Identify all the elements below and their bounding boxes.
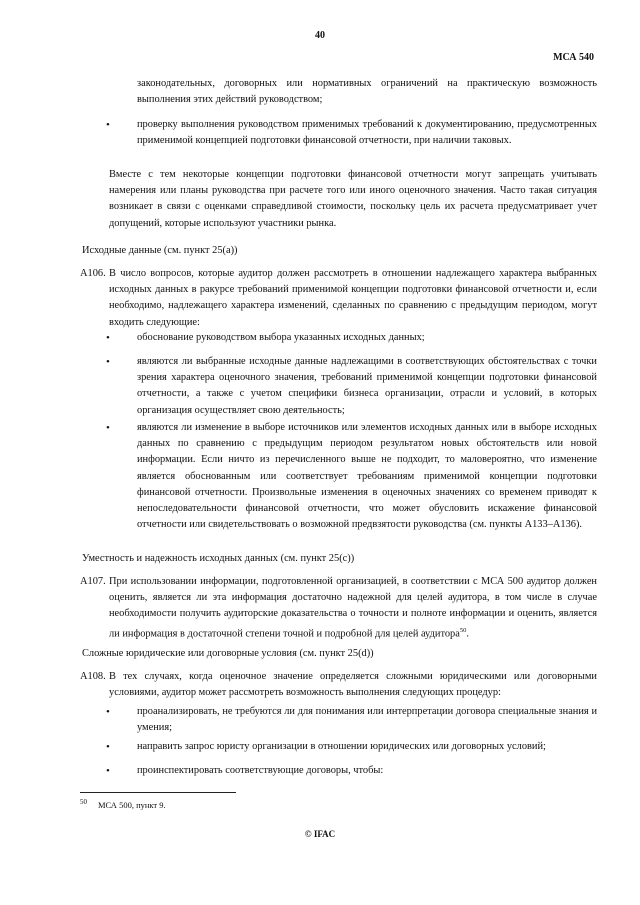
list-item: являются ли изменение в выборе источников или элементов исходных данных или в выборе исходных данных по сравнению с предыдущим периодом результатом новых обстоятельств или новой информации. Если ничто из перечисленного выше не подходит, то маловероятно, что изменение является обоснованным или соответствует требованиям применимой концепции подготовки финансовой отчетности. Произвольные изменения в оценочных значениях со временем приводят к непоследовательности финансовой отчетности, что может обусловить искажение финансовой отчетности или свидетельствовать о возможной предвзятости руководства (см. пункты A133–A136). bbox=[137, 422, 597, 531]
bullet-marker: • bbox=[106, 765, 110, 777]
paragraph-number-a107: A107. bbox=[80, 576, 106, 587]
list-item: проанализировать, не требуются ли для понимания или интерпретации договора специальные знания и умения; bbox=[137, 706, 597, 734]
paragraph-a107: При использовании информации, подготовленной организацией, в соответствии с МСА 500 аудитор должен оценить, является ли эта информация достаточно надежной для целей аудитора, в том числе в случае необходимости получить аудиторские доказательства о точности и полноте информации и оценить, является ли информация в достаточной степени точной и подробной для целей аудитора$^{50}$. bbox=[109, 576, 597, 640]
bullet-marker: • bbox=[106, 706, 110, 718]
bullet-marker: • bbox=[106, 332, 110, 344]
heading-source-data: Исходные данные (см. пункт 25(a)) bbox=[82, 245, 238, 256]
document-code: МСА 540 bbox=[553, 52, 594, 63]
paragraph-number-a108: A108. bbox=[80, 671, 106, 682]
footnote-text: МСА 500, пункт 9. bbox=[98, 800, 166, 810]
list-item: обоснование руководством выбора указанных исходных данных; bbox=[137, 332, 425, 343]
bullet-marker: • bbox=[106, 741, 110, 753]
list-item: являются ли выбранные исходные данные надлежащими в соответствующих обстоятельствах с точки зрения характера оценочного значения, требований применимой концепции подготовки финансовой отчетности, а также с учетом специфики бизнеса организации, отрасли и условий, в которых организация осуществляет свою деятельность; bbox=[137, 356, 597, 416]
page-number: 40 bbox=[315, 30, 325, 41]
heading-relevance-reliability: Уместность и надежность исходных данных (см. пункт 25(c)) bbox=[82, 553, 355, 564]
list-item: проинспектировать соответствующие договоры, чтобы: bbox=[137, 765, 384, 776]
bullet-marker: • bbox=[106, 356, 110, 368]
bullet-marker: • bbox=[106, 422, 110, 434]
paragraph-concepts-prohibit: Вместе с тем некоторые концепции подготовки финансовой отчетности могут запрещать учитывать намерения или планы руководства при расчете того или иного оценочного значения. Часто такая ситуация возникает в связи с оценками справедливой стоимости, поскольку цель их расчета предусматривает учет допущений, которые используют участники рынка. bbox=[109, 169, 597, 229]
paragraph-a106: В число вопросов, которые аудитор должен рассмотреть в отношении надлежащего характера выбранных исходных данных в ракурсе требований применимой концепции подготовки финансовой отчетности и, если необходимо, надлежащего характера изменений, сделанных по сравнению с предыдущим периодом, могут входить следующие: bbox=[109, 268, 597, 328]
continuation-paragraph: законодательных, договорных или нормативных ограничений на практическую возможность выполнения этих действий руководством; bbox=[137, 78, 597, 106]
list-item: направить запрос юристу организации в отношении юридических или договорных условий; bbox=[137, 741, 546, 752]
paragraph-number-a106: A106. bbox=[80, 268, 106, 279]
heading-legal-contract: Сложные юридические или договорные условия (см. пункт 25(d)) bbox=[82, 648, 374, 659]
footnote-divider bbox=[80, 792, 236, 793]
paragraph-a108: В тех случаях, когда оценочное значение определяется сложными юридическими или договорными условиями, аудитор может рассмотреть возможность выполнения следующих процедур: bbox=[109, 671, 597, 699]
bullet-marker: • bbox=[106, 119, 110, 131]
bullet-documentation-check: проверку выполнения руководством применимых требований к документированию, предусмотренных применимой концепцией подготовки финансовой отчетности, при наличии таковых. bbox=[137, 119, 597, 147]
copyright-footer: © IFAC bbox=[304, 829, 336, 839]
footnote-number: 50 bbox=[80, 798, 87, 806]
footnote-reference[interactable]: 50 bbox=[459, 626, 467, 634]
